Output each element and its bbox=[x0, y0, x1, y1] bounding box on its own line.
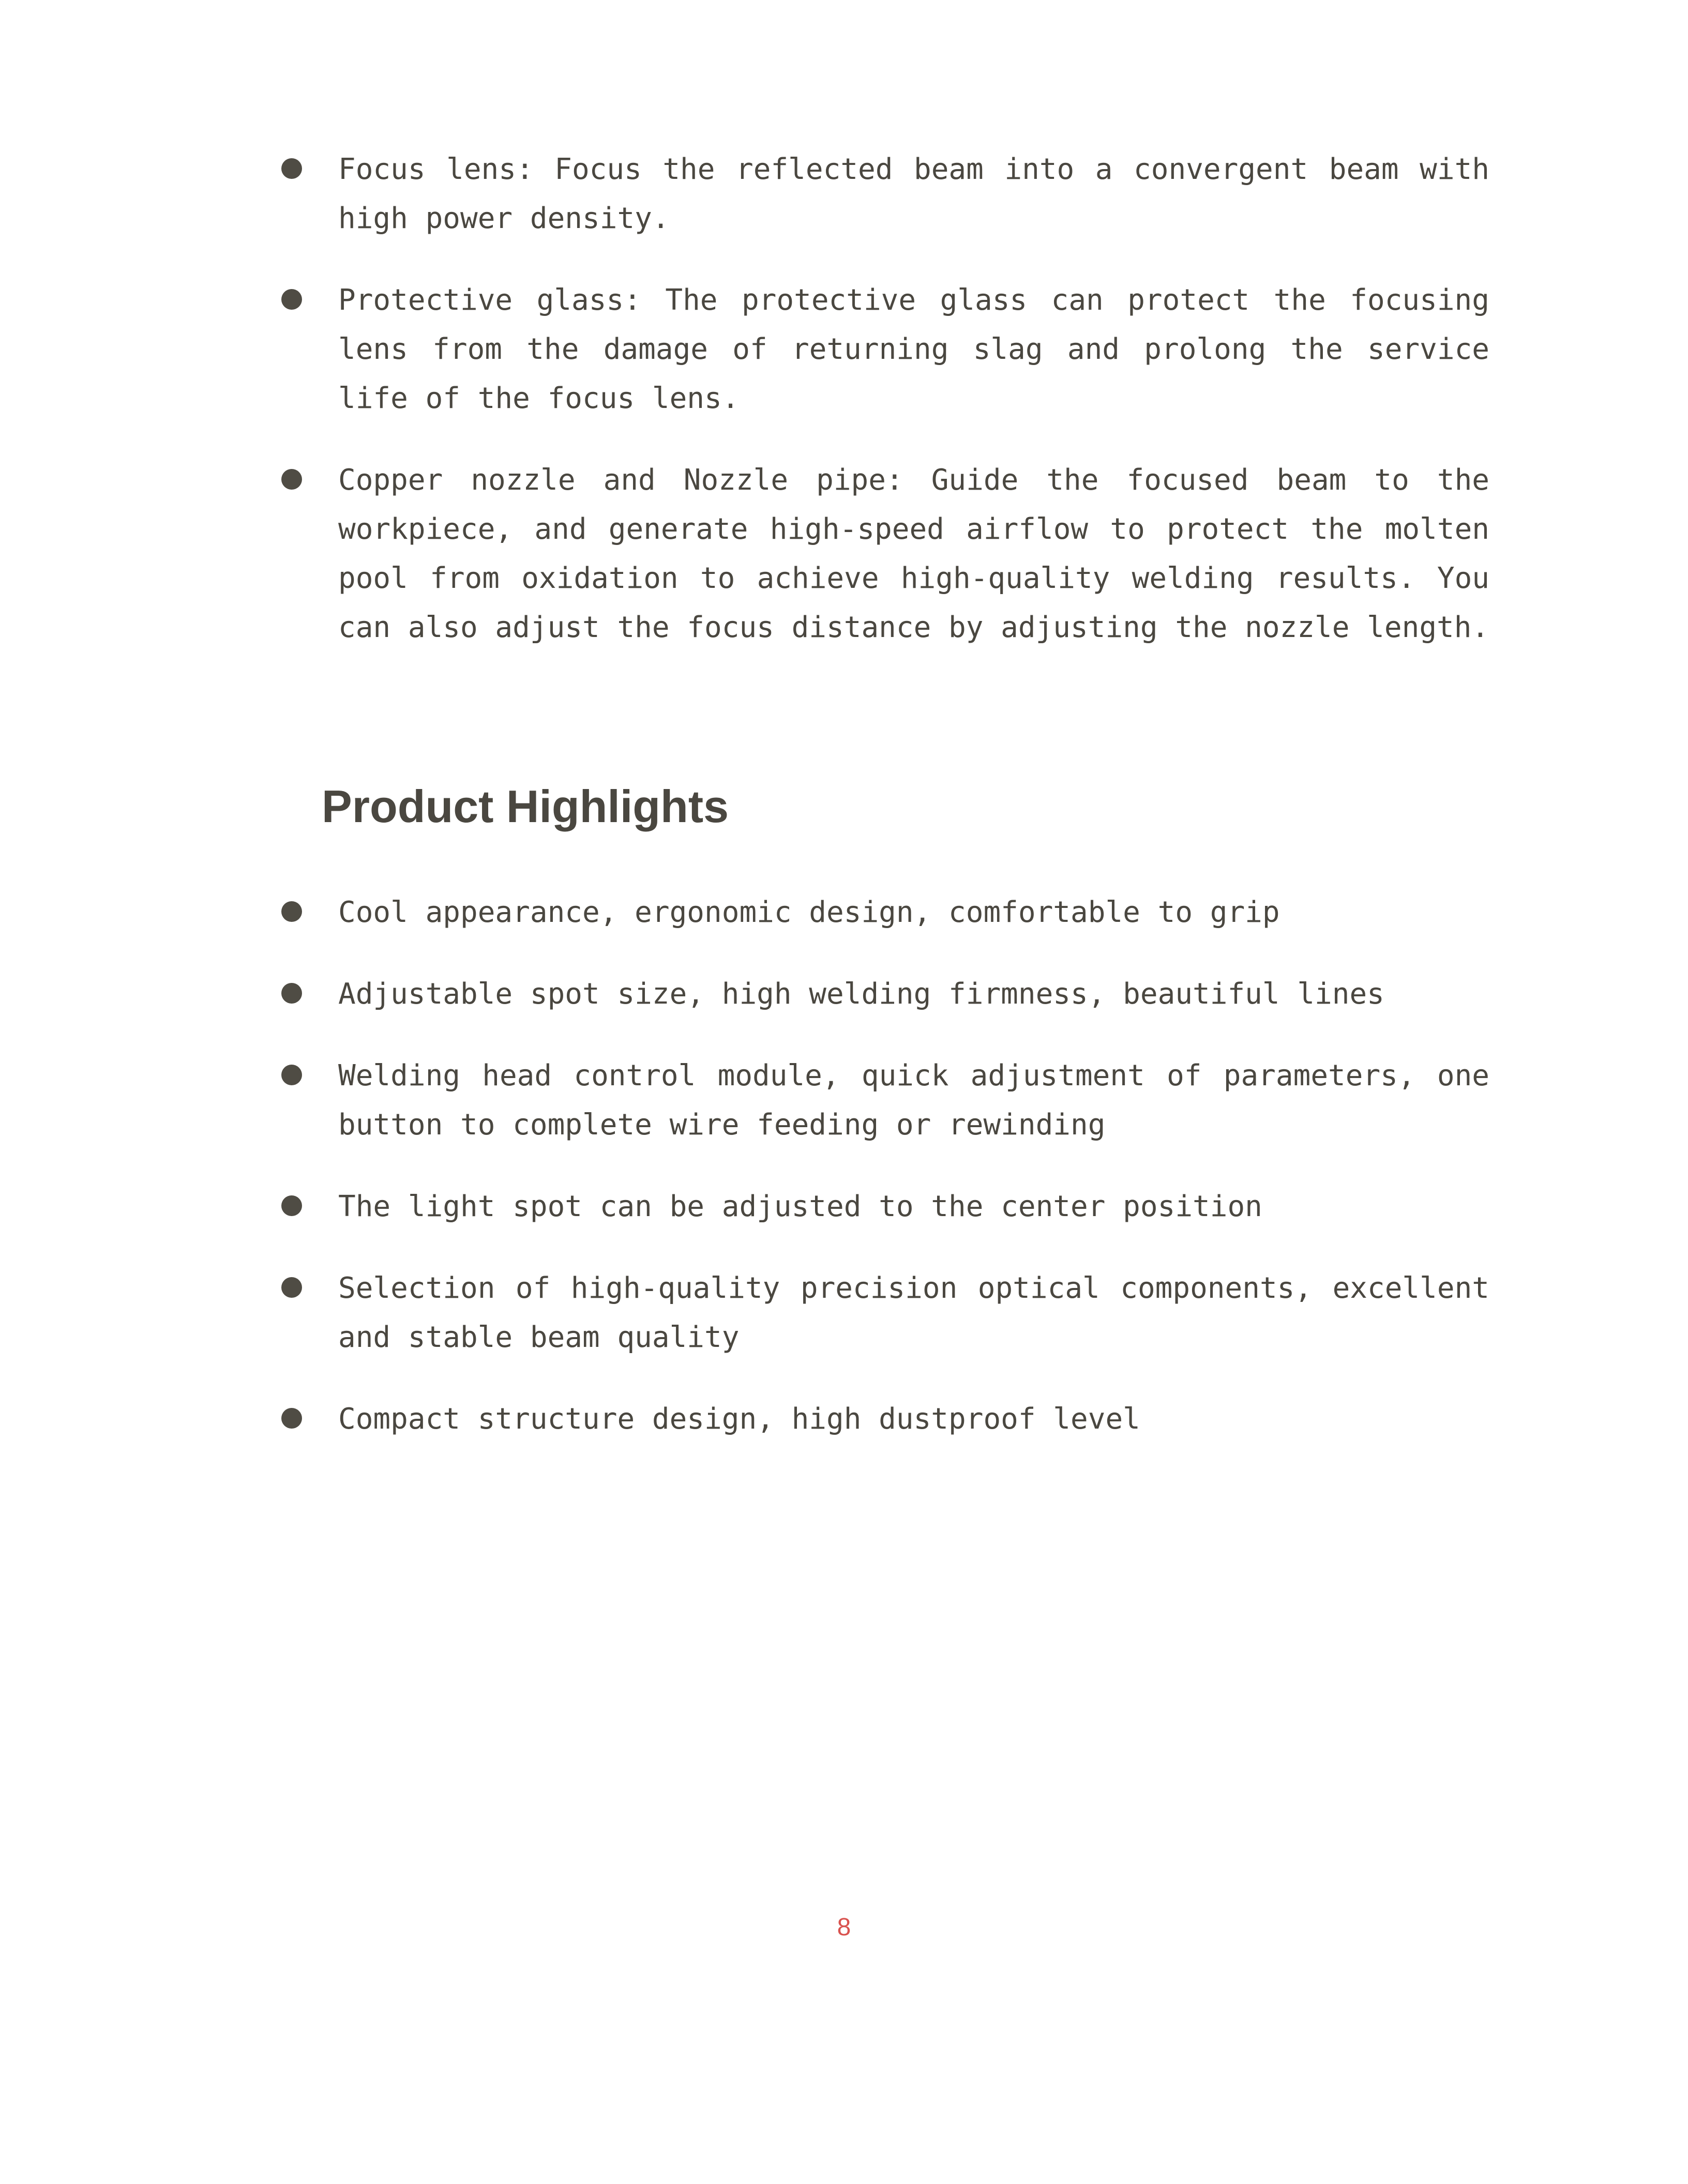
list-item: Adjustable spot size, high welding firmness, beautiful lines bbox=[274, 969, 1489, 1019]
bullet-icon bbox=[281, 1195, 302, 1216]
list-item: Cool appearance, ergonomic design, comfortable to grip bbox=[274, 888, 1489, 937]
list-item: The light spot can be adjusted to the center position bbox=[274, 1182, 1489, 1231]
components-list bbox=[274, 145, 1489, 685]
bullet-icon bbox=[281, 983, 302, 1004]
section-heading: Product Highlights bbox=[322, 781, 729, 832]
bullet-icon bbox=[281, 289, 302, 310]
list-item: Copper nozzle and Nozzle pipe: Guide the focused beam to the workpiece, and generate high-speed airflow to protect the molten pool from oxidation to achieve high-quality welding results. You can also adjust the focus distance by adjusting the nozzle length. bbox=[274, 456, 1489, 652]
list-item: Protective glass: The protective glass can protect the focusing lens from the damage of returning slag and prolong the service life of the focus lens. bbox=[274, 276, 1489, 423]
page-number: 8 bbox=[837, 1914, 851, 1941]
list-item: Focus lens: Focus the reflected beam into a convergent beam with high power density. bbox=[274, 145, 1489, 243]
bullet-icon bbox=[281, 1277, 302, 1298]
list-item: Compact structure design, high dustproof level bbox=[274, 1394, 1489, 1444]
bullet-icon bbox=[281, 1065, 302, 1085]
highlights-list bbox=[274, 888, 1489, 1476]
bullet-icon bbox=[281, 158, 302, 179]
list-item: Selection of high-quality precision optical components, excellent and stable beam quality bbox=[274, 1264, 1489, 1362]
list-item: Welding head control module, quick adjustment of parameters, one button to complete wire feeding or rewinding bbox=[274, 1051, 1489, 1149]
bullet-icon bbox=[281, 1408, 302, 1429]
bullet-icon bbox=[281, 901, 302, 922]
bullet-icon bbox=[281, 469, 302, 490]
